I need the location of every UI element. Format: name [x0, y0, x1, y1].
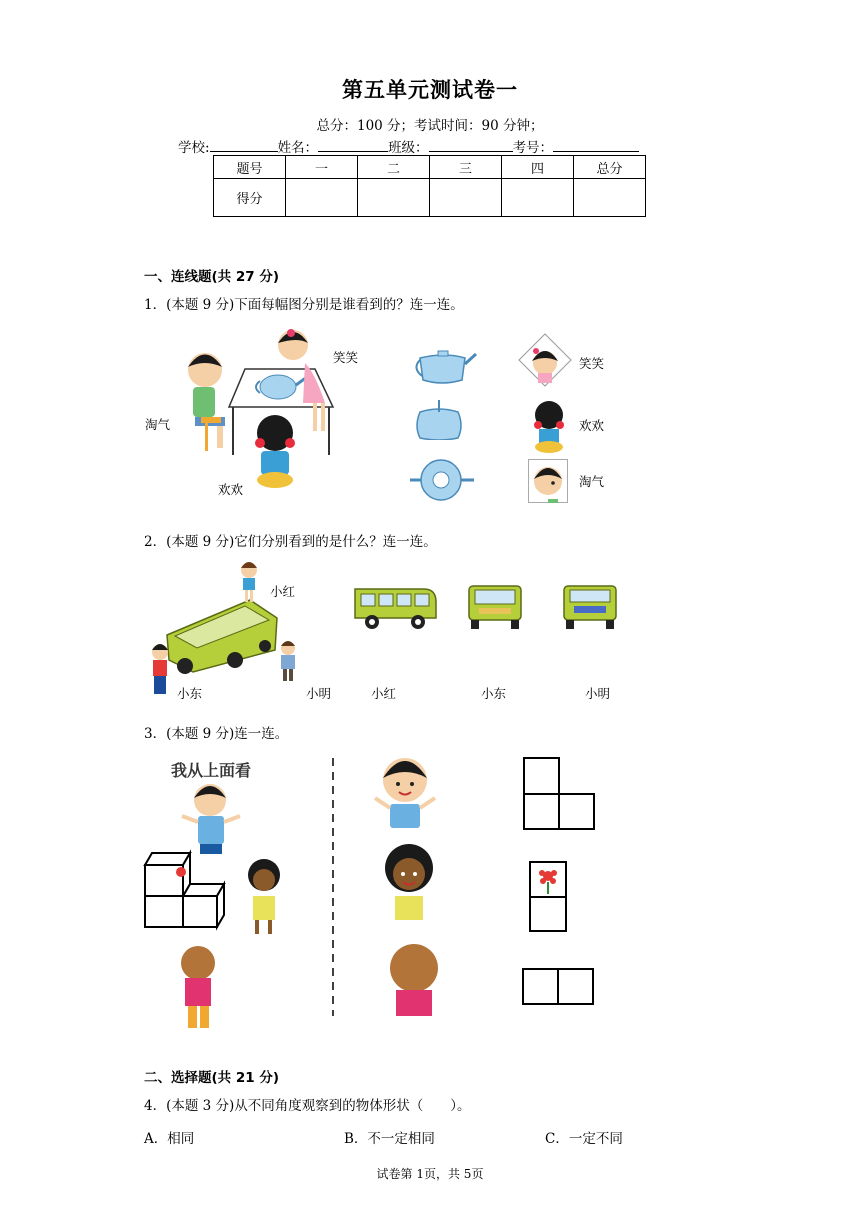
q3-back-girl-figure — [386, 938, 442, 1018]
q2-bottom-label-2: 小东 — [481, 686, 507, 701]
q3-shape-L — [522, 756, 598, 832]
teapot-side-view — [410, 346, 480, 386]
q2-scene-label-xiaodong: 小东 — [177, 686, 203, 701]
q3-curly-girl-figure — [378, 842, 440, 924]
class-blank[interactable] — [429, 138, 513, 152]
number-label: 考号： — [512, 140, 554, 156]
q3-text: 3．(本题 9 分)连一连。 — [144, 726, 289, 742]
face-huanhuan-view — [531, 397, 567, 455]
q4-text: 4．(本题 3 分)从不同角度观察到的物体形状（ ）。 — [144, 1098, 471, 1114]
score-header-cell: 总分 — [574, 156, 646, 179]
score-table — [213, 155, 646, 217]
score-header-cell: 三 — [430, 156, 502, 179]
q1-name-xiaoxiao: 笑笑 — [333, 350, 359, 365]
q4-option-c[interactable]: C．一定不同 — [545, 1131, 623, 1147]
score-cell[interactable] — [574, 179, 646, 217]
q3-shape-vertical-flower — [528, 860, 570, 934]
score-header-cell: 一 — [286, 156, 358, 179]
name-blank[interactable] — [318, 138, 388, 152]
class-label: 班级： — [388, 140, 429, 156]
name-label: 姓名： — [277, 140, 319, 156]
q3-boy-figure — [372, 752, 438, 832]
q1-name-huanhuan: 欢欢 — [218, 482, 244, 497]
q1-name-taoqi: 淘气 — [145, 417, 171, 432]
q1-text: 1．(本题 9 分)下面每幅图分别是谁看到的？连一连。 — [144, 297, 464, 313]
q3-left-scene-illustration — [140, 780, 300, 1035]
number-blank[interactable] — [553, 138, 639, 152]
score-row-label: 得分 — [214, 179, 286, 217]
score-cell[interactable] — [358, 179, 430, 217]
q3-shape-horizontal — [521, 967, 597, 1007]
page-footer: 试卷第 1页，共 5页 — [376, 1167, 484, 1181]
score-cell[interactable] — [502, 179, 574, 217]
bus-front-view — [465, 584, 525, 632]
q2-scene-label-xiaohong: 小红 — [270, 584, 296, 599]
section1-heading: 一、连线题(共 27 分) — [144, 269, 280, 285]
q3-caption: 我从上面看 — [171, 761, 252, 780]
exam-info: 总分：100 分；考试时间：90 分钟； — [316, 118, 544, 134]
q1-scene-illustration — [145, 325, 345, 510]
page-title: 第五单元测试卷一 — [342, 77, 518, 102]
teapot-back-view — [414, 398, 464, 440]
score-header-cell: 题号 — [214, 156, 286, 179]
q2-bottom-label-1: 小红 — [371, 686, 397, 701]
student-info-line — [178, 136, 639, 156]
q2-scene-label-xiaoming: 小明 — [306, 686, 332, 701]
bus-back-view — [560, 584, 620, 632]
school-label: 学校: — [178, 140, 210, 156]
q1-right-label-3: 淘气 — [579, 474, 605, 489]
q4-option-b[interactable]: B．不一定相同 — [344, 1131, 435, 1147]
bus-side-view — [352, 584, 438, 634]
q1-right-label-2: 欢欢 — [579, 418, 605, 433]
q4-option-a[interactable]: A．相同 — [144, 1131, 195, 1147]
q3-divider-line — [330, 758, 336, 1018]
face-xiaoxiao-view — [518, 333, 572, 387]
q2-bottom-label-3: 小明 — [585, 686, 611, 701]
school-blank[interactable] — [210, 138, 278, 152]
section2-heading: 二、选择题(共 21 分) — [144, 1070, 280, 1086]
q1-right-label-1: 笑笑 — [579, 356, 605, 371]
score-cell[interactable] — [286, 179, 358, 217]
q2-text: 2．(本题 9 分)它们分别看到的是什么？连一连。 — [144, 534, 437, 550]
face-taoqi-view — [528, 459, 568, 503]
score-header-cell: 四 — [502, 156, 574, 179]
teapot-top-view — [408, 455, 478, 505]
score-header-cell: 二 — [358, 156, 430, 179]
score-cell[interactable] — [430, 179, 502, 217]
